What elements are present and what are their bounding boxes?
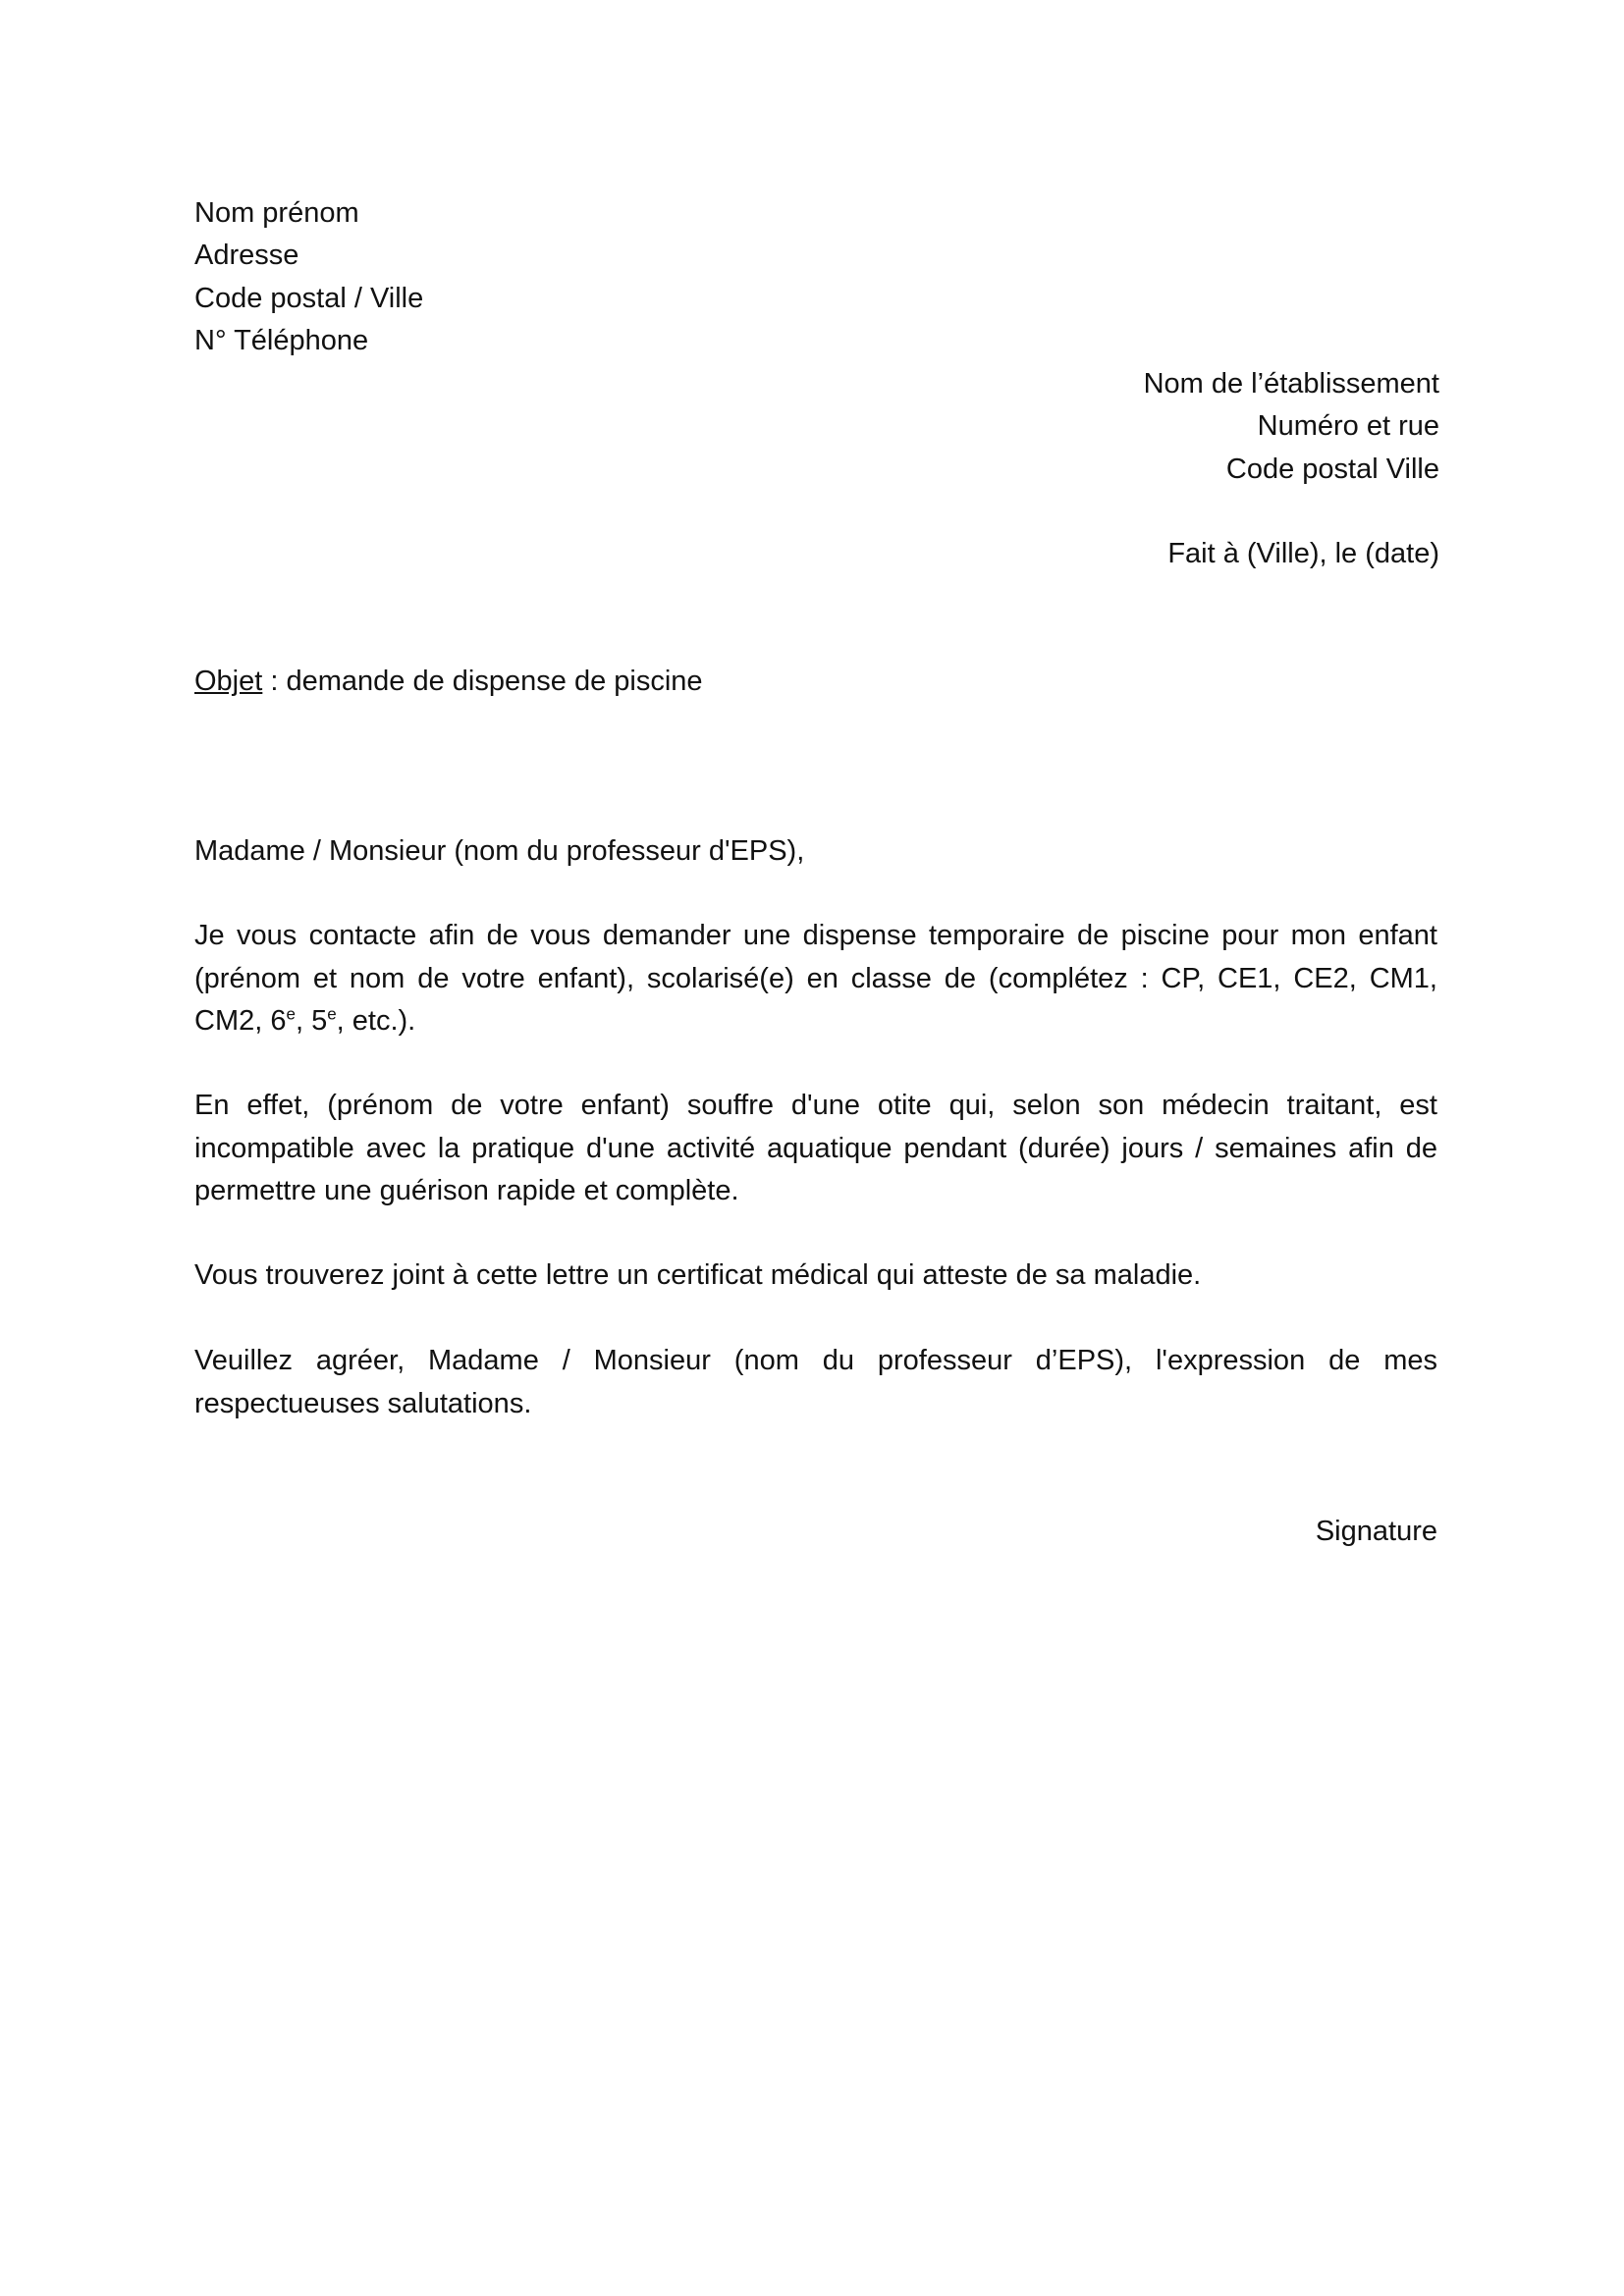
salutation: Madame / Monsieur (nom du professeur d'EPS), — [194, 835, 805, 867]
subject-text: demande de dispense de piscine — [286, 666, 703, 697]
sender-postal-city: Code postal / Ville — [194, 283, 424, 314]
sender-address: Adresse — [194, 240, 299, 271]
recipient-institution: Nom de l’établissement — [1143, 368, 1439, 400]
recipient-postal-city: Code postal Ville — [1225, 454, 1439, 485]
paragraph-request-text-a: Je vous contacte afin de vous demander une dispense temporaire de piscine pour mon enfant (prénom et nom de votre enfant), scolarisé(e) en classe de (complétez : CP, CE1, CE2, CM1, CM2, 6 — [194, 920, 1437, 1037]
closing-formula: Veuillez agréer, Madame / Monsieur (nom du professeur d’EPS), l'expression de mes respectueuses salutations. — [194, 1345, 1437, 1419]
superscript-e-2: e — [327, 1004, 337, 1024]
place-date: Fait à (Ville), le (date) — [1167, 538, 1439, 569]
signature: Signature — [1315, 1516, 1437, 1547]
sender-name: Nom prénom — [194, 197, 359, 229]
paragraph-certificate: Vous trouverez joint à cette lettre un certificat médical qui atteste de sa maladie. — [194, 1259, 1202, 1291]
sender-phone: N° Téléphone — [194, 325, 369, 356]
subject-separator: : — [262, 666, 287, 697]
subject-label: Objet — [194, 666, 263, 697]
superscript-e-1: e — [286, 1004, 296, 1024]
recipient-street: Numéro et rue — [1257, 410, 1439, 442]
paragraph-request-text-c: , etc.). — [336, 1005, 416, 1037]
paragraph-reason: En effet, (prénom de votre enfant) souffre d'une otite qui, selon son médecin traitant, est incompatible avec la pratique d'une activité aquatique pendant (durée) jours / semaines afin de permettre une guérison rapide et complète. — [194, 1090, 1437, 1206]
paragraph-request-text-b: , 5 — [295, 1005, 328, 1037]
subject-line — [194, 660, 703, 703]
paragraph-request — [194, 915, 1437, 1043]
